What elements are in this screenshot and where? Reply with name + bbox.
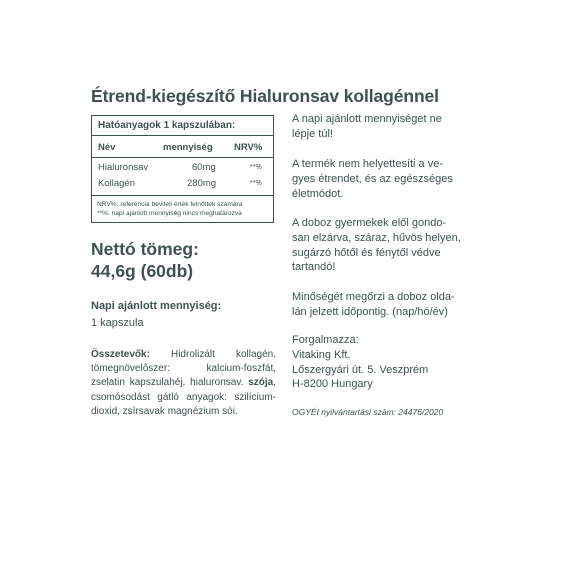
warning-diet xyxy=(292,157,482,201)
warning-dosage xyxy=(292,112,482,142)
row-nrv: **% xyxy=(250,180,262,187)
table-divider xyxy=(92,195,273,196)
text-line: A napi ajánlott mennyiséget ne xyxy=(292,113,442,125)
text-line: életmódot. xyxy=(292,187,344,200)
text-line: lépje túl! xyxy=(292,127,333,140)
table-row xyxy=(92,178,273,191)
net-weight-value: 44,6g (60db) xyxy=(91,261,194,281)
ingredients-text: Hidrolizált kollagén, tömegnövelőszer: kalcium-foszfát, zselatin kapszulahéj, hialuronsav. xyxy=(91,349,276,389)
text-line: A termék nem helyettesíti a ve- xyxy=(292,158,444,170)
table-notes xyxy=(97,200,242,218)
table-divider xyxy=(92,157,273,158)
ingredients xyxy=(91,348,276,419)
row-name: Hialuronsav xyxy=(98,162,149,173)
row-nrv: **% xyxy=(250,164,262,171)
text-line: gyes étrendet, és az egészséges xyxy=(292,172,453,185)
table-row xyxy=(92,162,273,175)
best-before xyxy=(292,290,482,320)
distributor-name: Vitaking Kft. xyxy=(292,348,351,361)
text-line: Minőségét megőrzi a doboz olda- xyxy=(292,291,455,303)
row-amount: 280mg xyxy=(187,178,217,189)
row-name: Kollagén xyxy=(98,178,135,189)
ingredients-text: , csomósodást gátló anyagok: szilícium-dioxid, zsírsavak magnézium sói. xyxy=(91,377,276,417)
text-line: lán jelzett időpontig. (nap/hó/év) xyxy=(292,305,448,318)
net-weight-label: Nettó tömeg: xyxy=(91,239,199,259)
distributor xyxy=(292,333,482,392)
ingredients-label: Összetevők: xyxy=(91,349,150,360)
column-header-nrv: NRV% xyxy=(234,142,263,153)
note-line: NRV%: referencia beviteli érték felnőttek számára xyxy=(97,201,243,208)
daily-dose-value: 1 kapszula xyxy=(91,317,144,329)
warning-storage xyxy=(292,216,482,275)
table-heading: Hatóanyagok 1 kapszulában: xyxy=(98,120,236,131)
row-amount: 60mg xyxy=(192,162,216,173)
nutrition-table xyxy=(91,115,274,223)
distributor-label: Forgalmazza: xyxy=(292,334,359,346)
column-header-amount: mennyiség xyxy=(163,142,213,153)
column-header-name: Név xyxy=(98,142,116,153)
table-divider xyxy=(92,135,273,136)
text-line: sugárzó hőtől és fénytől védve xyxy=(292,246,441,259)
allergen: szója xyxy=(248,377,274,389)
registration-number: OGYÉI nyilvántartási szám: 24476/2020 xyxy=(292,407,444,417)
net-weight xyxy=(91,238,199,282)
note-line: **%: napi ajánlott mennyiség nincs meghatározva xyxy=(97,210,242,217)
text-line: tartandó! xyxy=(292,261,336,274)
product-title: Étrend-kiegészítő Hialuronsav kollagénnel xyxy=(91,86,439,106)
distributor-country: H-8200 Hungary xyxy=(292,378,373,391)
text-line: A doboz gyermekek elől gondo- xyxy=(292,217,447,229)
distributor-address: Lőszergyári út. 5. Veszprém xyxy=(292,363,429,376)
daily-dose-label: Napi ajánlott mennyiség: xyxy=(91,300,222,312)
text-line: san elzárva, száraz, hűvös helyen, xyxy=(292,231,461,244)
